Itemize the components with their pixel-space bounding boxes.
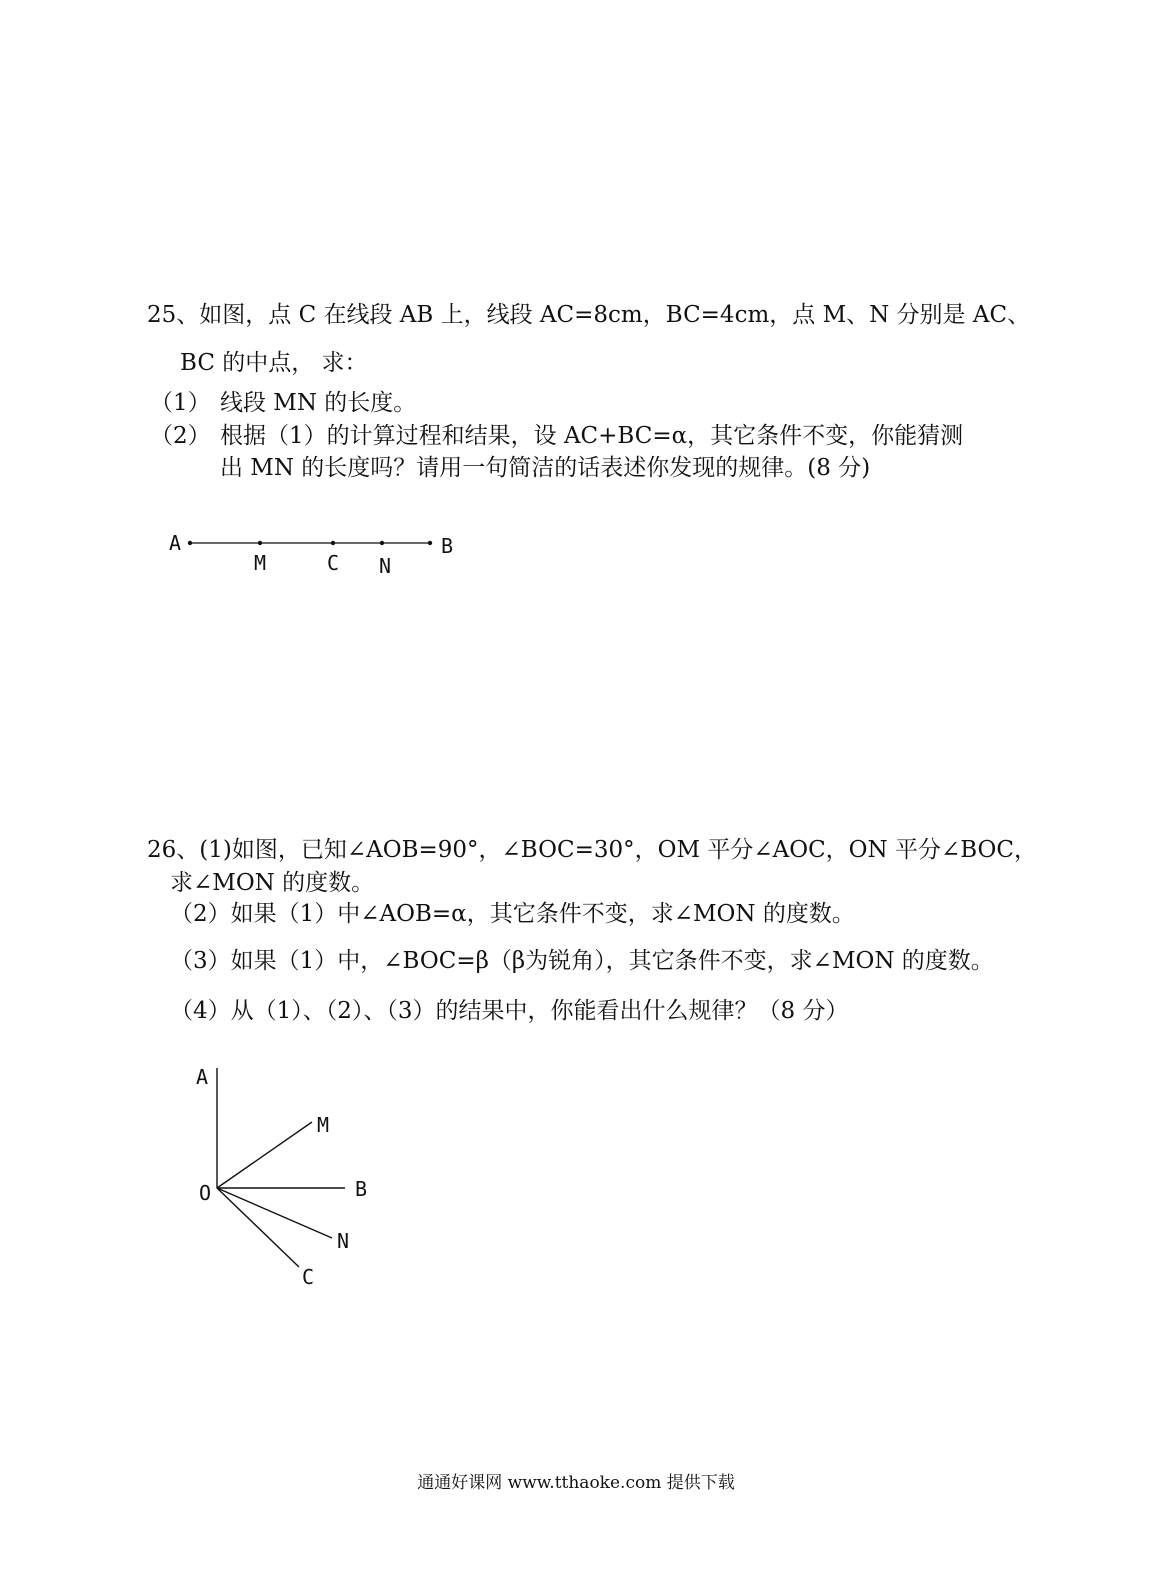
q25-segment-figure bbox=[160, 525, 480, 585]
label-m: M bbox=[254, 551, 267, 575]
point-n bbox=[380, 541, 384, 545]
label-n: N bbox=[379, 554, 392, 578]
point-a bbox=[188, 541, 192, 545]
label-a: A bbox=[196, 1065, 209, 1089]
q26-line-1: 26、(1)如图，已知∠AOB=90°，∠BOC=30°，OM 平分∠AOC，ON 平分∠BOC， bbox=[147, 837, 1038, 863]
point-c bbox=[331, 541, 335, 545]
label-m: M bbox=[317, 1113, 330, 1137]
point-b bbox=[428, 541, 432, 545]
q25-line-1: 25、如图，点 C 在线段 AB 上，线段 AC=8cm，BC=4cm，点 M、N 分别是 AC、 bbox=[147, 302, 1031, 328]
label-o: O bbox=[199, 1181, 212, 1205]
q25-part2-number: （2） bbox=[150, 423, 211, 449]
label-n: N bbox=[337, 1229, 350, 1253]
q25-part2-text: 根据（1）的计算过程和结果，设 AC+BC=α，其它条件不变，你能猜测 bbox=[220, 423, 964, 449]
q25-part2-text-cont: 出 MN 的长度吗？请用一句简洁的话表述你发现的规律。(8 分) bbox=[220, 455, 871, 481]
q26-part4: （4）从（1）、（2）、（3）的结果中，你能看出什么规律？（8 分） bbox=[170, 998, 849, 1024]
ray-om bbox=[217, 1122, 312, 1188]
label-c: C bbox=[327, 551, 340, 575]
q26-angle-figure bbox=[180, 1060, 380, 1300]
q25-part1-text: 线段 MN 的长度。 bbox=[220, 390, 417, 416]
q25-line-2: BC 的中点， 求： bbox=[180, 350, 368, 376]
page-footer: 通通好课网 www.tthaoke.com 提供下载 bbox=[417, 1473, 735, 1493]
ray-oc bbox=[217, 1188, 299, 1267]
point-m bbox=[258, 541, 262, 545]
label-c: C bbox=[302, 1265, 315, 1289]
ray-on bbox=[217, 1188, 332, 1238]
label-b: B bbox=[441, 534, 454, 558]
q25-part1-number: （1） bbox=[150, 390, 211, 416]
label-b: B bbox=[355, 1177, 368, 1201]
label-a: A bbox=[169, 531, 182, 555]
q26-part3: （3）如果（1）中，∠BOC=β（β为锐角），其它条件不变，求∠MON 的度数。 bbox=[170, 948, 994, 974]
q26-part2: （2）如果（1）中∠AOB=α，其它条件不变，求∠MON 的度数。 bbox=[170, 901, 855, 927]
q26-line-2: 求∠MON 的度数。 bbox=[170, 870, 375, 896]
